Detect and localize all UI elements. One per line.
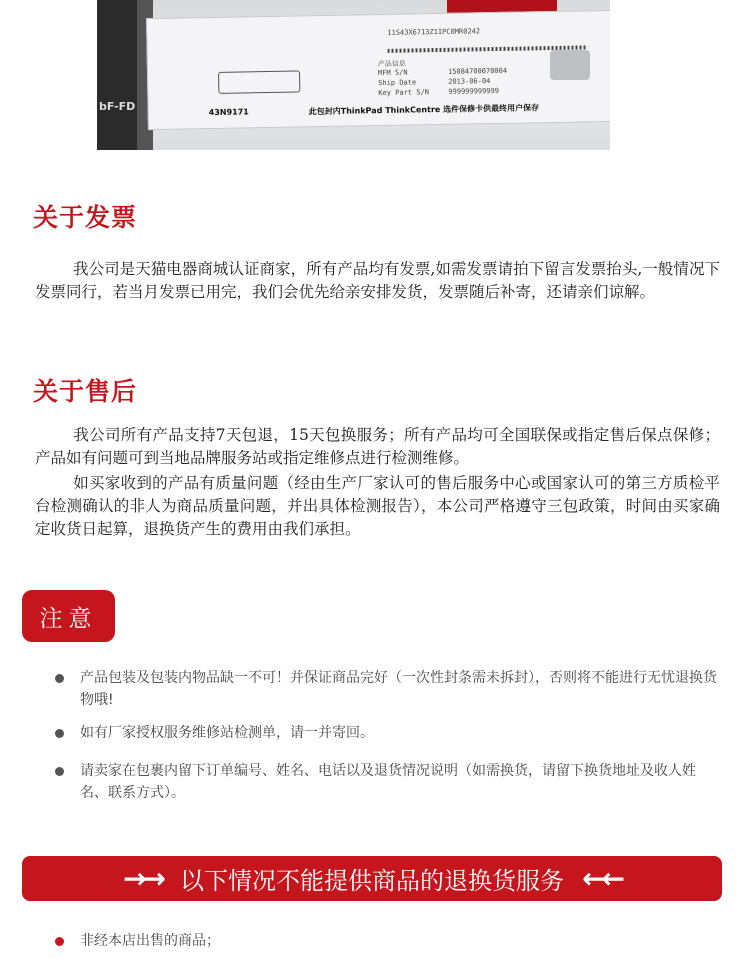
invoice-body: 我公司是天猫电器商城认证商家，所有产品均有发票,如需发票请拍下留言发票抬头,一般情况下发票同行，若当月发票已用完，我们会优先给亲安排发货，发票随后补寄，还请亲们谅解。 bbox=[35, 260, 720, 301]
banner-text: 以下情况不能提供商品的退换货服务 bbox=[180, 867, 564, 895]
bullet-dot bbox=[55, 767, 64, 776]
aftersale-body-2: 如买家收到的产品有质量问题（经由生产厂家认可的售后服务中心或国家认可的第三方质检平台检测确认的非人为商品质量问题，并出具体检测报告），本公司严格遵守三包政策，时间由买家确定收货日起算，退换货产生的费用由我们承担。 bbox=[35, 474, 720, 538]
cable-image bbox=[97, 0, 137, 150]
notice-item-1: 产品包装及包装内物品缺一不可！并保证商品完好（一次性封条需未拆封），否则将不能进行无忧退换货物哦! bbox=[80, 670, 717, 708]
invoice-title: 关于发票 bbox=[33, 203, 138, 232]
part-code: 43N9171 bbox=[208, 107, 249, 118]
field-3: Key Part S/N bbox=[378, 88, 430, 98]
recycle-icons bbox=[218, 70, 300, 93]
invoice-paragraph bbox=[35, 258, 720, 304]
field-1: MFM S/N bbox=[377, 68, 408, 78]
aftersale-paragraph-1 bbox=[35, 424, 720, 470]
exclusion-item-1: 非经本店出售的商品； bbox=[80, 933, 220, 949]
bullet-dot bbox=[55, 674, 64, 683]
warranty-card bbox=[146, 10, 610, 130]
notice-badge: 注意 bbox=[22, 590, 115, 642]
notice-item-2: 如有厂家授权服务维修站检测单，请一并寄回。 bbox=[80, 725, 374, 741]
field-value-2: 2013-06-04 bbox=[448, 77, 491, 86]
bullet-dot bbox=[55, 937, 64, 946]
card-label: 此包封内ThinkPad ThinkCentre 选件保修卡供最终用户保存 bbox=[308, 103, 540, 117]
field-0: 产品信息 bbox=[377, 59, 406, 69]
aftersale-title: 关于售后 bbox=[33, 377, 138, 406]
field-value-3: 999999999999 bbox=[448, 86, 500, 96]
photo-side-text: bF-FD bbox=[99, 100, 136, 113]
left-arrows-icon: ←← bbox=[582, 862, 621, 895]
aftersale-paragraph-2 bbox=[35, 472, 720, 541]
no-return-banner bbox=[22, 856, 722, 901]
right-arrows-icon: →→ bbox=[123, 862, 162, 895]
bullet-dot bbox=[55, 729, 64, 738]
field-2: Ship Date bbox=[378, 78, 417, 88]
notice-item-3: 请卖家在包裹内留下订单编号、姓名、电话以及退货情况说明（如需换货，请留下换货地址及收人姓名、联系方式）。 bbox=[80, 763, 696, 801]
field-value-1: 15084700070004 bbox=[447, 66, 508, 76]
connector-plug bbox=[550, 50, 590, 80]
product-photo bbox=[97, 0, 610, 150]
serial-number: 11S43X6713Z1IPC0MR0242 bbox=[387, 27, 481, 37]
aftersale-body-1: 我公司所有产品支持7天包退，15天包换服务；所有产品均可全国联保或指定售后保点保修；产品如有问题可到当地品牌服务站或指定维修点进行检测维修。 bbox=[35, 426, 720, 467]
